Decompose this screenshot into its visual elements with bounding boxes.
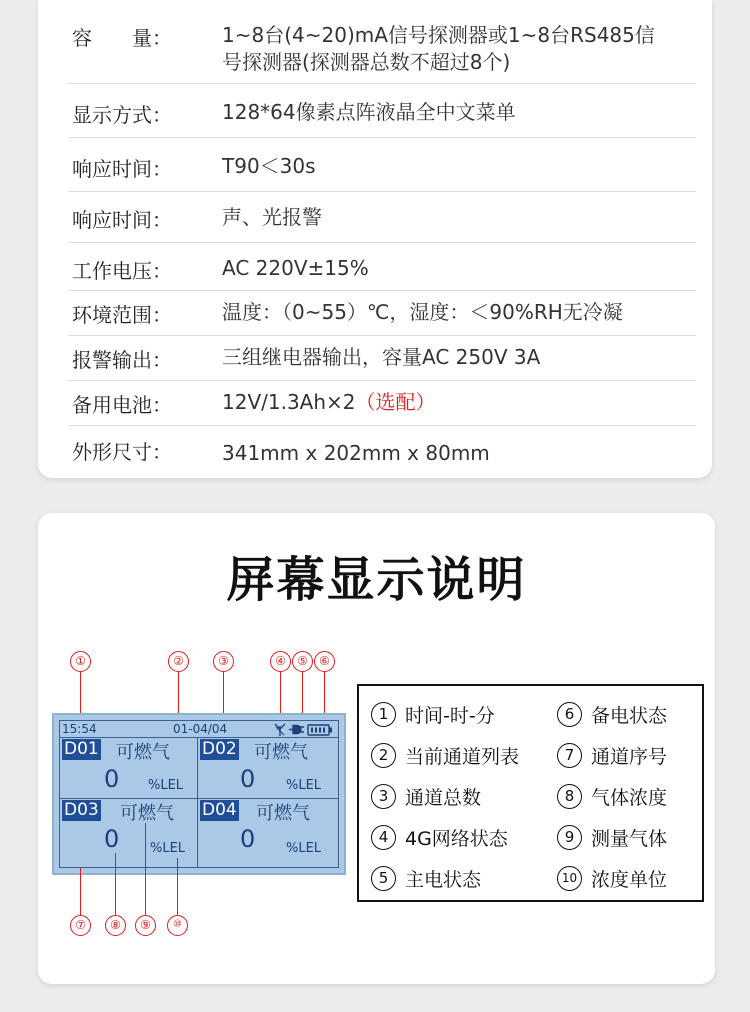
legend-number: 8	[557, 784, 582, 809]
callout-2: ②	[168, 651, 189, 672]
legend-text: 测量气体	[591, 828, 668, 850]
gas-name: 可燃气	[254, 742, 308, 763]
spec-row-capacity	[68, 0, 696, 84]
channel-tag: D02	[202, 739, 237, 759]
callout-1-line	[80, 672, 81, 718]
callout-7: ⑦	[70, 915, 91, 936]
spec-value: 声、光报警	[222, 205, 322, 229]
legend-text: 4G网络状态	[405, 828, 508, 850]
spec-value: 温度：（0~55）℃，湿度：＜90%RH无冷凝	[222, 300, 623, 324]
spec-label: 备用电池：	[72, 393, 172, 417]
callout-2-line	[178, 672, 179, 718]
spec-label: 响应时间：	[72, 208, 172, 232]
legend-number: 3	[371, 784, 396, 809]
legend-text: 气体浓度	[591, 787, 668, 809]
lcd-channel-list: 01-04/04	[173, 722, 228, 736]
spec-row-size	[68, 426, 696, 478]
callout-9: ⑨	[135, 915, 156, 936]
channel-tag: D04	[202, 800, 237, 820]
legend-number: 1	[371, 702, 396, 727]
callout-1: ①	[70, 651, 91, 672]
legend-text: 通道总数	[405, 787, 482, 809]
spec-label: 环境范围：	[72, 303, 172, 327]
callout-7-line	[80, 868, 81, 915]
lcd-divider	[197, 737, 198, 867]
callout-10-line	[177, 858, 178, 915]
callout-3-line	[223, 672, 224, 718]
legend-text: 浓度单位	[591, 869, 668, 891]
legend-item	[371, 701, 495, 728]
spec-value: 341mm x 202mm x 80mm	[222, 441, 490, 465]
gas-concentration: 0	[240, 825, 256, 853]
legend-item	[557, 824, 667, 851]
callout-6: ⑥	[314, 651, 335, 672]
spec-note: （选配）	[355, 390, 436, 414]
legend-item	[371, 742, 519, 769]
concentration-unit: %LEL	[148, 778, 184, 793]
spec-label: 响应时间：	[72, 157, 172, 181]
gas-name: 可燃气	[120, 803, 174, 824]
spec-row-voltage	[68, 243, 696, 291]
spec-row-response	[68, 138, 696, 192]
legend-text: 备电状态	[591, 705, 668, 727]
spec-value: T90＜30s	[222, 154, 316, 178]
spec-label: 外形尺寸：	[72, 440, 172, 464]
gas-concentration: 0	[104, 765, 120, 793]
callout-8: ⑧	[105, 915, 126, 936]
lcd-screen	[52, 713, 346, 875]
spec-value: 1~8台(4~20)mA信号探测器或1~8台RS485信号探测器(探测器总数不超过8个)	[222, 23, 655, 74]
lcd-time: 15:54	[62, 722, 97, 736]
antenna-icon	[274, 723, 286, 736]
spec-value: 12V/1.3Ah×2	[222, 390, 356, 414]
channel-tag: D03	[64, 800, 99, 820]
legend-item	[371, 783, 481, 810]
gas-concentration: 0	[104, 825, 120, 853]
legend-number: 6	[557, 702, 582, 727]
spec-row-battery	[68, 381, 696, 426]
legend-item	[557, 701, 667, 728]
plug-icon	[288, 724, 304, 735]
legend-text: 主电状态	[405, 869, 482, 891]
callout-5-line	[302, 672, 303, 718]
callout-4: ④	[270, 651, 291, 672]
spec-label: 报警输出：	[72, 348, 172, 372]
legend-number: 2	[371, 743, 396, 768]
callout-6-line	[324, 672, 325, 718]
legend-item	[371, 865, 481, 892]
legend-number: 10	[557, 866, 582, 891]
spec-label: 容 量：	[72, 26, 172, 50]
spec-row-alarm	[68, 192, 696, 243]
gas-name: 可燃气	[116, 742, 170, 763]
section-title: 屏幕显示说明	[226, 552, 527, 608]
spec-label: 工作电压：	[72, 259, 172, 283]
legend-box	[357, 684, 704, 902]
callout-8-line	[115, 853, 116, 915]
gas-concentration: 0	[240, 765, 256, 793]
legend-text: 时间-时-分	[405, 705, 495, 727]
legend-item	[371, 824, 508, 851]
legend-number: 4	[371, 825, 396, 850]
gas-name: 可燃气	[256, 803, 310, 824]
legend-item	[557, 783, 667, 810]
legend-item	[557, 865, 667, 892]
concentration-unit: %LEL	[150, 841, 186, 856]
spec-value: AC 220V±15%	[222, 256, 369, 280]
spec-label: 显示方式：	[72, 103, 172, 127]
spec-card	[38, 0, 712, 478]
legend-number: 5	[371, 866, 396, 891]
lcd-frame	[59, 720, 339, 868]
callout-10: ⑩	[167, 915, 188, 936]
callout-3: ③	[213, 651, 234, 672]
spec-row-output	[68, 336, 696, 381]
legend-text: 通道序号	[591, 746, 668, 768]
legend-number: 7	[557, 743, 582, 768]
legend-number: 9	[557, 825, 582, 850]
channel-tag: D01	[64, 739, 99, 759]
legend-item	[557, 742, 667, 769]
callout-5: ⑤	[292, 651, 313, 672]
spec-row-environment	[68, 291, 696, 336]
concentration-unit: %LEL	[286, 841, 322, 856]
concentration-unit: %LEL	[286, 778, 322, 793]
spec-value-group	[222, 389, 696, 416]
callout-9-line	[145, 823, 146, 915]
callout-4-line	[280, 672, 281, 718]
battery-icon	[307, 724, 333, 736]
screen-card	[38, 513, 715, 984]
spec-row-display	[68, 84, 696, 138]
legend-text: 当前通道列表	[405, 746, 520, 768]
spec-value: 三组继电器输出，容量AC 250V 3A	[222, 345, 541, 369]
spec-value: 128*64像素点阵液晶全中文菜单	[222, 100, 516, 124]
